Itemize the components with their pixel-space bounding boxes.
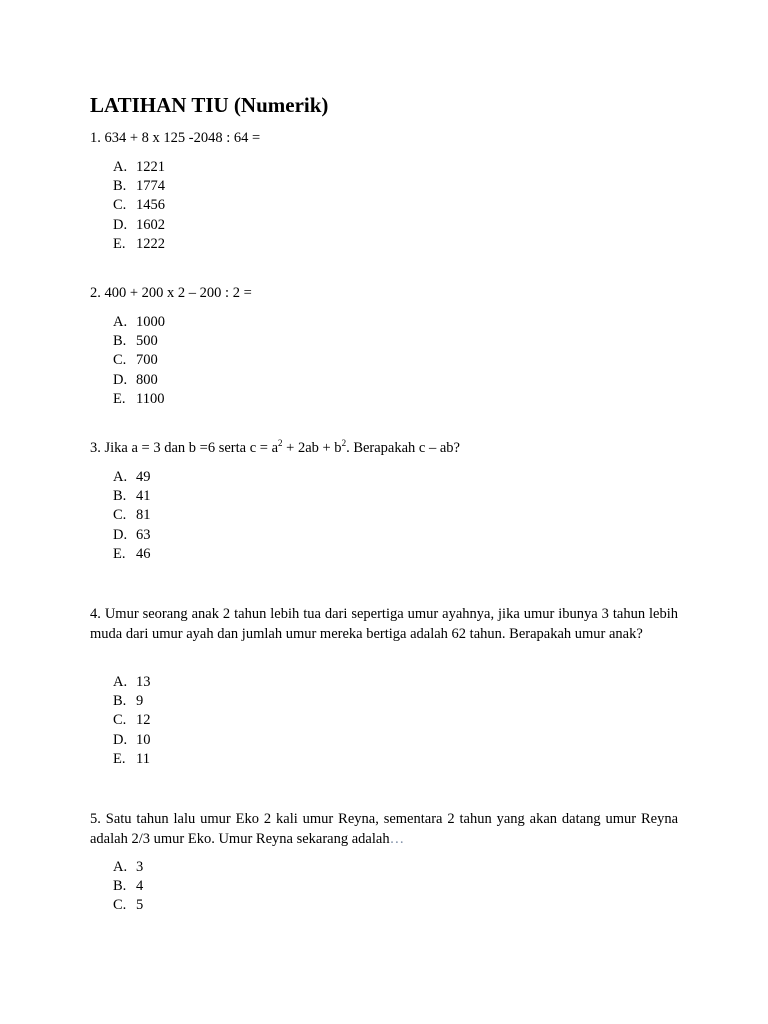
option-item: [113, 313, 165, 332]
option-value: 5: [136, 897, 144, 914]
option-value: 1222: [136, 235, 165, 252]
option-value: 1100: [136, 390, 165, 407]
option-item: [113, 235, 165, 254]
question-5-text: [90, 810, 678, 849]
option-item: [113, 158, 165, 177]
option-item: [113, 896, 143, 915]
option-item: [113, 216, 165, 235]
question-1-text: 1. 634 + 8 x 125 -2048 : 64 =: [90, 130, 261, 146]
option-letter: D.: [113, 731, 128, 748]
option-item: [113, 351, 165, 370]
option-item: [113, 858, 143, 877]
option-letter: A.: [113, 469, 128, 485]
option-value: 3: [136, 859, 144, 875]
option-value: 800: [136, 371, 158, 388]
option-value: 10: [136, 731, 151, 748]
option-item: [113, 196, 165, 215]
option-letter: E.: [113, 750, 126, 767]
option-value: 49: [136, 469, 151, 485]
option-item: [113, 692, 151, 711]
option-value: 9: [136, 693, 144, 710]
option-letter: D.: [113, 216, 128, 233]
option-value: 12: [136, 712, 151, 729]
option-letter: B.: [113, 333, 127, 350]
option-letter: A.: [113, 674, 128, 690]
option-letter: B.: [113, 488, 127, 505]
option-letter: E.: [113, 235, 126, 252]
option-value: 1774: [136, 178, 165, 195]
option-letter: B.: [113, 878, 127, 895]
option-value: 63: [136, 526, 151, 543]
option-item: [113, 332, 165, 351]
superscript: 2: [341, 438, 347, 448]
option-value: 1602: [136, 216, 165, 233]
option-item: [113, 711, 151, 730]
question-1-options: [113, 158, 165, 254]
option-value: 46: [136, 545, 151, 562]
question-2-text: 2. 400 + 200 x 2 – 200 : 2 =: [90, 285, 252, 301]
option-letter: A.: [113, 159, 128, 175]
option-letter: D.: [113, 526, 128, 543]
option-value: 500: [136, 333, 158, 350]
option-item: [113, 877, 143, 896]
option-item: [113, 731, 151, 750]
option-letter: A.: [113, 314, 128, 330]
option-value: 1456: [136, 197, 165, 214]
question-3-part: . Berapakah c – ab?: [346, 440, 460, 456]
option-letter: C.: [113, 712, 127, 729]
option-letter: E.: [113, 545, 126, 562]
option-item: [113, 487, 151, 506]
option-letter: D.: [113, 371, 128, 388]
question-4-text: 4. Umur seorang anak 2 tahun lebih tua dari sepertiga umur ayahnya, jika umur ibunya 3 tahun lebih muda dari umur ayah dan jumlah umur mereka bertiga adalah 62 tahun. Berapakah umur anak?: [90, 606, 678, 642]
option-value: 13: [136, 674, 151, 690]
question-4-options: [113, 673, 151, 769]
option-value: 1221: [136, 159, 165, 175]
option-letter: B.: [113, 178, 127, 195]
superscript: 2: [278, 438, 283, 448]
option-letter: B.: [113, 693, 127, 710]
option-letter: C.: [113, 507, 127, 524]
question-3-part: 3. Jika a = 3 dan b =6 serta c = a: [90, 440, 279, 456]
option-letter: A.: [113, 859, 128, 875]
option-value: 1000: [136, 314, 165, 330]
option-item: [113, 506, 151, 525]
page-title: LATIHAN TIU (Numerik): [90, 93, 329, 117]
option-value: 41: [136, 488, 151, 505]
option-item: [113, 545, 151, 564]
option-item: [113, 673, 151, 692]
option-value: 11: [136, 750, 150, 767]
option-item: [113, 390, 165, 409]
question-2-options: [113, 313, 165, 409]
option-item: [113, 750, 151, 769]
option-item: [113, 468, 151, 487]
ellipsis: …: [389, 830, 405, 847]
option-letter: C.: [113, 897, 127, 914]
question-3-text: [90, 439, 460, 459]
option-item: [113, 371, 165, 390]
option-value: 700: [136, 352, 158, 369]
option-letter: C.: [113, 197, 127, 214]
option-letter: E.: [113, 390, 126, 407]
option-value: 81: [136, 507, 151, 524]
question-3-part: + 2ab + b: [282, 440, 342, 456]
option-item: [113, 526, 151, 545]
option-item: [113, 177, 165, 196]
option-value: 4: [136, 878, 144, 895]
option-letter: C.: [113, 352, 127, 369]
question-3-options: [113, 468, 151, 564]
question-5-options: [113, 858, 143, 916]
question-5-body: 5. Satu tahun lalu umur Eko 2 kali umur Reyna, sementara 2 tahun yang akan datang umur Reyna adalah 2/3 umur Eko. Umur Reyna sekarang adalah: [90, 811, 678, 847]
